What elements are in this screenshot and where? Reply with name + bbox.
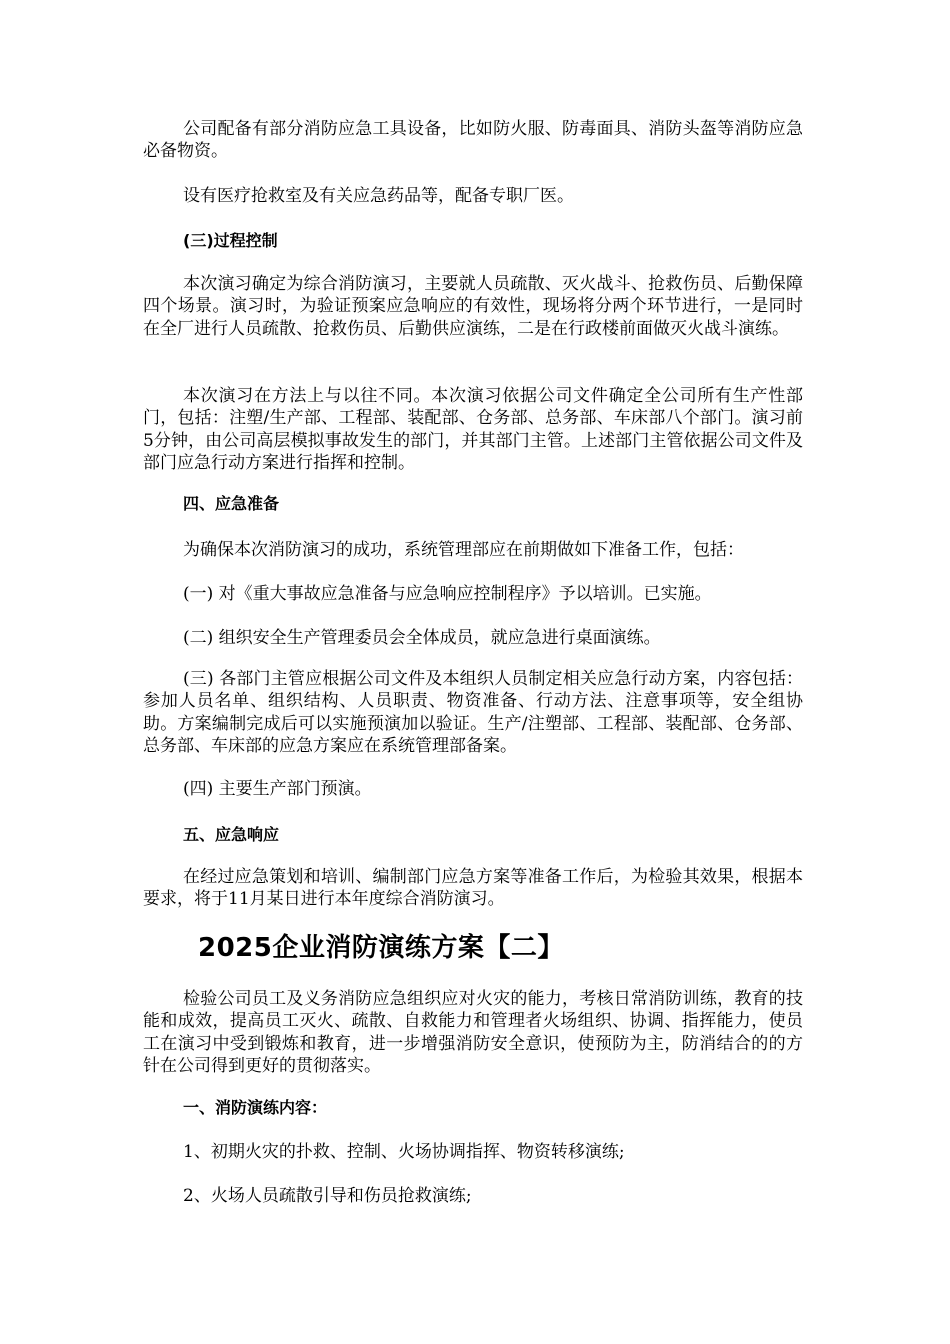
heading-drill-content: 一、消防演练内容： (183, 1098, 328, 1117)
list-item-content-2: 2、火场人员疏散引导和伤员抢救演练; (183, 1186, 472, 1206)
list-item-prep-1: (一) 对《重大事故应急准备与应急响应控制程序》予以培训。已实施。 (183, 584, 712, 604)
section-title: 2025企业消防演练方案【二】 (198, 933, 564, 963)
list-item-prep-3: (三) 各部门主管应根据公司文件及本组织人员制定相关应急行动方案，内容包括：参加人员名单、组织结构、人员职责、物资准备、行动方法、注意事项等，安全组协助。方案编制完成后可以实施预演加以验证。生产/注塑部、工程部、装配部、仓务部、总务部、车床部的应急方案应在系统管理部备案。 (143, 669, 803, 756)
paragraph-drill-scope: 本次演习确定为综合消防演习，主要就人员疏散、灭火战斗、抢救伤员、后勤保障四个场景。演习时，为验证预案应急响应的有效性，现场将分两个环节进行，一是同时在全厂进行人员疏散、抢救伤员、后勤供应演练，二是在行政楼前面做灭火战斗演练。 (143, 274, 803, 339)
paragraph-prep-intro: 为确保本次消防演习的成功，系统管理部应在前期做如下准备工作，包括： (183, 540, 744, 560)
paragraph-response: 在经过应急策划和培训、编制部门应急方案等准备工作后，为检验其效果，根据本要求，将于11月某日进行本年度综合消防演习。 (143, 867, 803, 910)
paragraph-medical: 设有医疗抢救室及有关应急药品等，配备专职厂医。 (183, 186, 574, 206)
list-item-prep-4: (四) 主要生产部门预演。 (183, 779, 372, 799)
heading-emergency-response: 五、应急响应 (183, 825, 280, 844)
paragraph-purpose: 检验公司员工及义务消防应急组织应对火灾的能力，考核日常消防训练，教育的技能和成效，提高员工灭火、疏散、自救能力和管理者火场组织、协调、指挥能力，使员工在演习中受到锻炼和教育，进一步增强消防安全意识，使预防为主，防消结合的的方针在公司得到更好的贯彻落实。 (143, 989, 803, 1076)
list-item-prep-2: (二) 组织安全生产管理委员会全体成员，就应急进行桌面演练。 (183, 628, 661, 648)
heading-process-control: (三)过程控制 (183, 231, 278, 250)
paragraph-equipment: 公司配备有部分消防应急工具设备，比如防火服、防毒面具、消防头盔等消防应急必备物资。 (143, 119, 803, 162)
heading-emergency-prep: 四、应急准备 (183, 494, 280, 513)
list-item-content-1: 1、初期火灾的扑救、控制、火场协调指挥、物资转移演练; (183, 1142, 625, 1162)
paragraph-drill-method: 本次演习在方法上与以往不同。本次演习依据公司文件确定全公司所有生产性部门，包括：注塑/生产部、工程部、装配部、仓务部、总务部、车床部八个部门。演习前5分钟，由公司高层模拟事故发生的部门，并其部门主管。上述部门主管依据公司文件及部门应急行动方案进行指挥和控制。 (143, 386, 803, 473)
